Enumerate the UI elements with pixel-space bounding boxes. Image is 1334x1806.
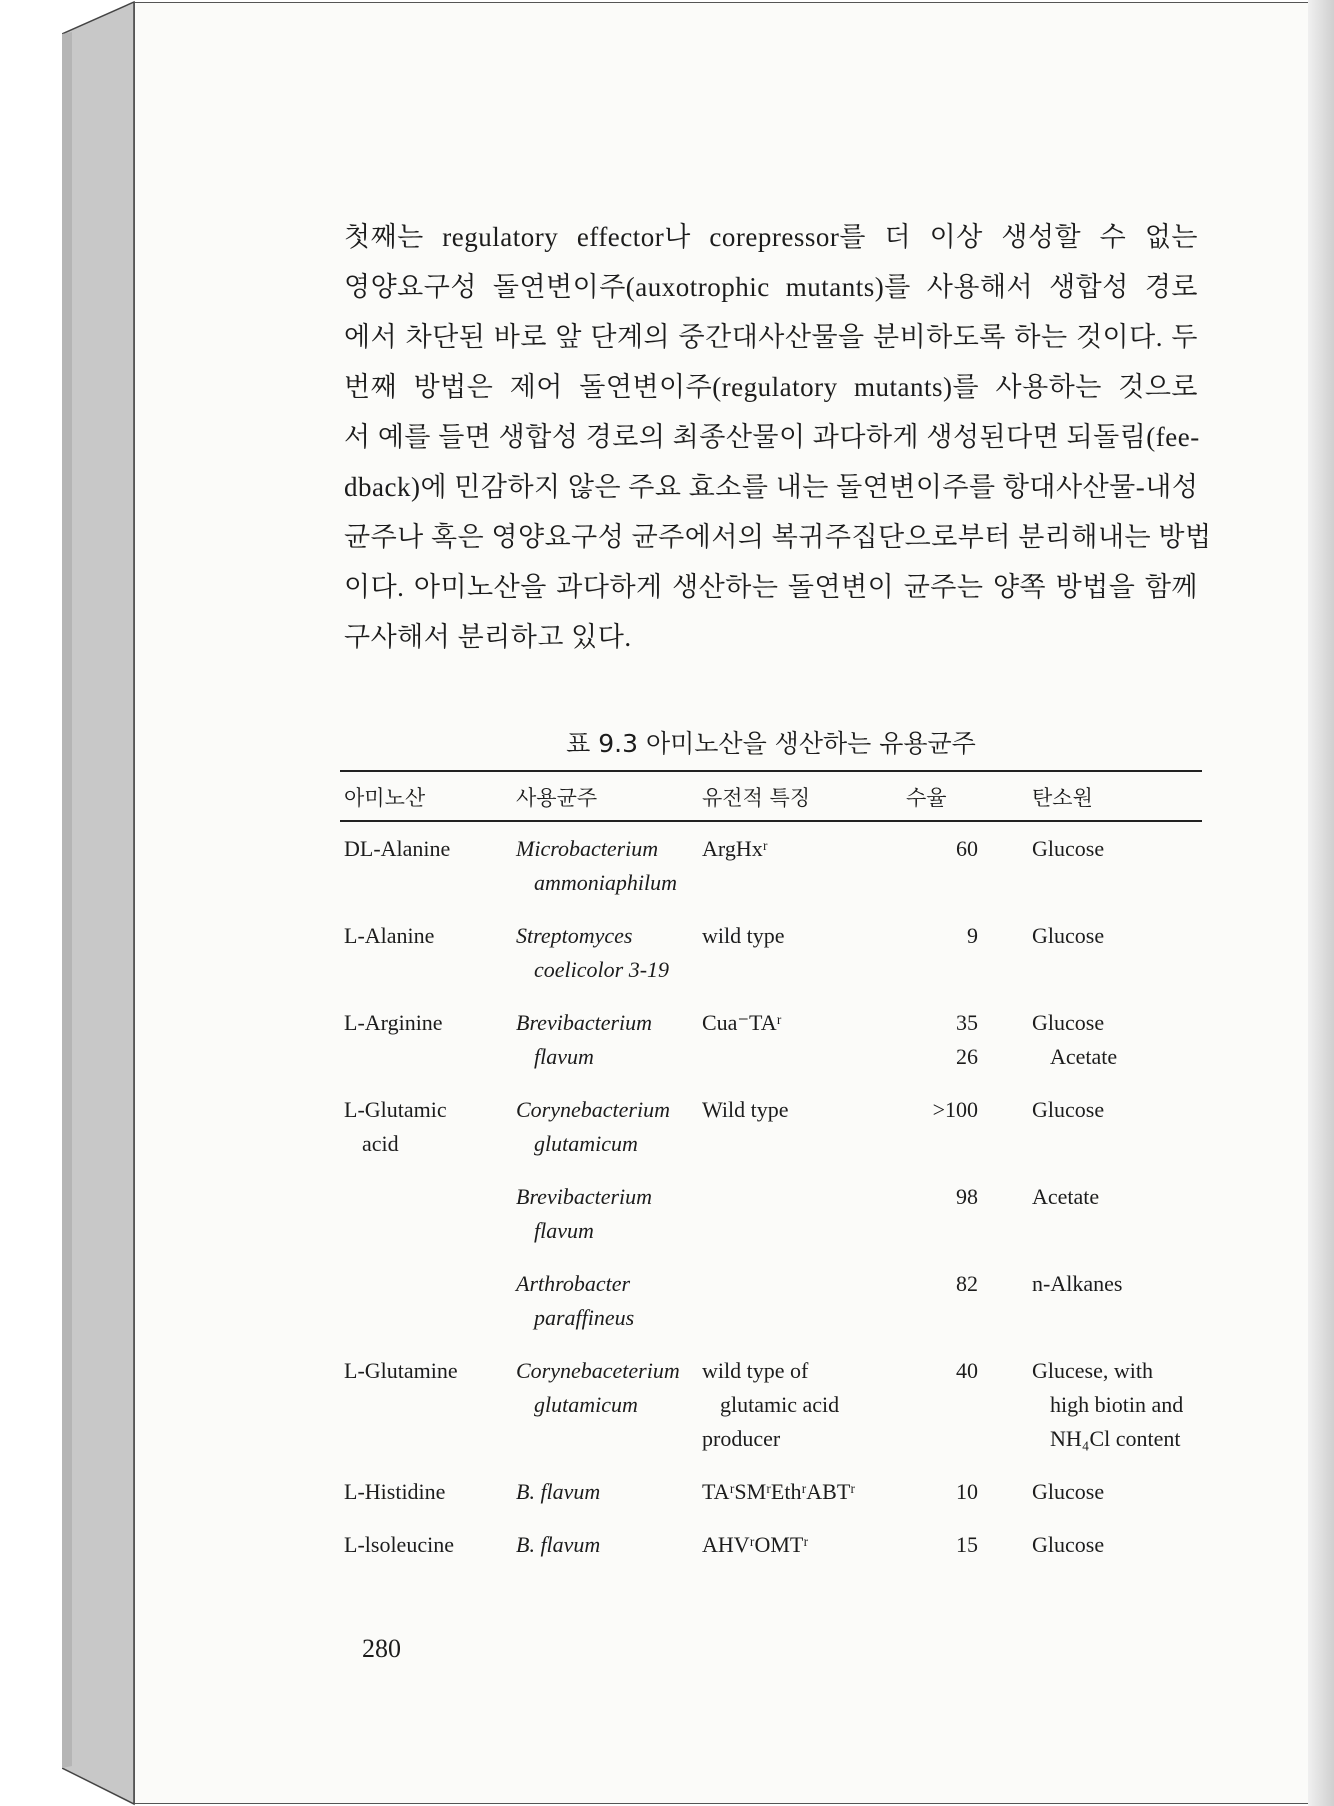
cell-genetic-trait-line: Wild type (702, 1097, 789, 1122)
cell-amino-acid (340, 1083, 512, 1170)
cell-genetic-trait (698, 909, 902, 996)
cell-amino-acid (340, 1465, 512, 1518)
cell-strain-line: coelicolor 3-19 (534, 957, 670, 982)
cell-carbon-source-line: Glucese, with (1032, 1358, 1153, 1383)
cell-strain-line: flavum (534, 1044, 594, 1069)
cell-amino-acid (340, 1170, 512, 1257)
cell-genetic-trait-line: ArgHxʳ (702, 836, 768, 861)
cell-amino-acid (340, 821, 512, 909)
cell-strain (512, 1257, 698, 1344)
cell-carbon-source (1012, 1518, 1202, 1571)
table-row (340, 1257, 1202, 1344)
book-spine (62, 0, 138, 1806)
cell-amino-acid-line: acid (362, 1131, 399, 1156)
cell-amino-acid (340, 909, 512, 996)
cell-carbon-source-line: Glucose (1032, 836, 1105, 861)
cell-yield-line: 26 (956, 1044, 978, 1069)
cell-carbon-source-line: NH₄Cl content (1050, 1426, 1181, 1451)
cell-strain (512, 821, 698, 909)
table-row (340, 1465, 1202, 1518)
cell-genetic-trait-line: glutamic acid (720, 1392, 840, 1417)
cell-carbon-source-line: Glucose (1032, 923, 1105, 948)
header-strain: 사용균주 (512, 771, 698, 821)
cell-yield-line: 60 (956, 836, 978, 861)
cell-genetic-trait (698, 1170, 902, 1257)
paragraph-line: 번째 방법은 제어 돌연변이주(regulatory mutants)를 사용하는 것으로 (344, 372, 1198, 402)
cell-strain-line: Streptomyces (516, 923, 633, 948)
cell-genetic-trait-line: wild type of (702, 1358, 809, 1383)
cell-yield-line: >100 (932, 1097, 978, 1122)
page-edge-shadow (1308, 0, 1334, 1806)
cell-strain (512, 1170, 698, 1257)
cell-carbon-source (1012, 996, 1202, 1083)
table-row (340, 821, 1202, 909)
cell-carbon-source-line: n-Alkanes (1032, 1271, 1123, 1296)
cell-genetic-trait-line: AHVʳOMTʳ (702, 1532, 809, 1557)
cell-genetic-trait (698, 1344, 902, 1465)
cell-yield (902, 1170, 1012, 1257)
cell-carbon-source (1012, 1465, 1202, 1518)
cell-genetic-trait-line: wild type (702, 923, 785, 948)
header-yield: 수율 (902, 771, 1012, 821)
cell-amino-acid (340, 1344, 512, 1465)
cell-strain-line: glutamicum (534, 1392, 638, 1417)
table-caption: 표 9.3 아미노산을 생산하는 유용균주 (566, 729, 976, 758)
paragraph-line: 첫째는 regulatory effector나 corepressor를 더 이상 생성할 수 없는 (344, 222, 1198, 252)
cell-strain-line: B. flavum (516, 1479, 601, 1504)
cell-amino-acid (340, 1518, 512, 1571)
cell-strain (512, 996, 698, 1083)
cell-strain (512, 1344, 698, 1465)
paragraph-line: 영양요구성 돌연변이주(auxotrophic mutants)를 사용해서 생합성 경로 (344, 272, 1198, 302)
cell-genetic-trait (698, 1518, 902, 1571)
cell-strain-line: glutamicum (534, 1131, 638, 1156)
table-row (340, 996, 1202, 1083)
cell-genetic-trait-line: Cua⁻TAʳ (702, 1010, 782, 1035)
cell-carbon-source (1012, 1083, 1202, 1170)
paragraph-line: 구사해서 분리하고 있다. (344, 622, 632, 652)
cell-amino-acid-line: L-lsoleucine (344, 1532, 454, 1557)
cell-yield (902, 909, 1012, 996)
cell-yield-line: 35 (956, 1010, 978, 1035)
table-row (340, 1170, 1202, 1257)
cell-strain (512, 1465, 698, 1518)
cell-genetic-trait (698, 1465, 902, 1518)
cell-genetic-trait (698, 1257, 902, 1344)
cell-yield-line: 10 (956, 1479, 978, 1504)
cell-yield-line: 82 (956, 1271, 978, 1296)
cell-yield (902, 1083, 1012, 1170)
cell-strain-line: B. flavum (516, 1532, 601, 1557)
cell-genetic-trait-line: TAʳSMʳEthʳABTʳ (702, 1479, 856, 1504)
cell-amino-acid-line: L-Glutamic (344, 1097, 447, 1122)
cell-yield (902, 1257, 1012, 1344)
cell-genetic-trait-line: producer (702, 1426, 781, 1451)
cell-amino-acid-line: DL-Alanine (344, 836, 451, 861)
cell-strain (512, 1518, 698, 1571)
page-number: 280 (362, 1634, 401, 1663)
cell-carbon-source (1012, 1344, 1202, 1465)
cell-carbon-source (1012, 909, 1202, 996)
cell-yield (902, 1465, 1012, 1518)
body-paragraph (344, 212, 1212, 662)
cell-carbon-source (1012, 1257, 1202, 1344)
cell-yield-line: 40 (956, 1358, 978, 1383)
cell-strain (512, 1083, 698, 1170)
paragraph-line: 에서 차단된 바로 앞 단계의 중간대사산물을 분비하도록 하는 것이다. 두 (344, 322, 1198, 352)
cell-strain-line: paraffineus (534, 1305, 635, 1330)
cell-yield (902, 1344, 1012, 1465)
cell-strain (512, 909, 698, 996)
cell-carbon-source-line: Glucose (1032, 1097, 1105, 1122)
cell-amino-acid-line: L-Arginine (344, 1010, 443, 1035)
cell-yield (902, 996, 1012, 1083)
cell-carbon-source-line: high biotin and (1050, 1392, 1184, 1417)
cell-carbon-source (1012, 821, 1202, 909)
cell-genetic-trait (698, 996, 902, 1083)
cell-carbon-source-line: Glucose (1032, 1532, 1105, 1557)
cell-amino-acid (340, 1257, 512, 1344)
header-genetic-trait: 유전적 특징 (698, 771, 902, 821)
cell-yield (902, 1518, 1012, 1571)
cell-genetic-trait (698, 1083, 902, 1170)
cell-strain-line: Corynebaceterium (516, 1358, 680, 1383)
table-row (340, 909, 1202, 996)
cell-strain-line: Microbacterium (516, 836, 659, 861)
amino-acid-strain-table (340, 770, 1202, 1571)
cell-genetic-trait (698, 821, 902, 909)
paragraph-line: 서 예를 들면 생합성 경로의 최종산물이 과다하게 생성된다면 되돌림(fee- (344, 422, 1200, 452)
cell-strain-line: Arthrobacter (516, 1271, 631, 1296)
cell-yield-line: 98 (956, 1184, 978, 1209)
cell-strain-line: Brevibacterium (516, 1184, 653, 1209)
cell-yield-line: 15 (956, 1532, 978, 1557)
table-row (340, 1518, 1202, 1571)
cell-strain-line: Brevibacterium (516, 1010, 653, 1035)
table-row (340, 1344, 1202, 1465)
cell-carbon-source-line: Acetate (1050, 1044, 1118, 1069)
cell-carbon-source-line: Glucose (1032, 1010, 1105, 1035)
paragraph-line: 균주나 혹은 영양요구성 균주에서의 복귀주집단으로부터 분리해내는 방법 (344, 522, 1212, 552)
header-carbon-source: 탄소원 (1012, 771, 1202, 821)
cell-yield-line: 9 (967, 923, 978, 948)
cell-amino-acid-line: L-Glutamine (344, 1358, 458, 1383)
cell-carbon-source-line: Glucose (1032, 1479, 1105, 1504)
cell-amino-acid (340, 996, 512, 1083)
cell-amino-acid-line: L-Histidine (344, 1479, 446, 1504)
cell-yield (902, 821, 1012, 909)
cell-amino-acid-line: L-Alanine (344, 923, 435, 948)
paragraph-line: 이다. 아미노산을 과다하게 생산하는 돌연변이 균주는 양쪽 방법을 함께 (344, 572, 1198, 602)
table-row (340, 1083, 1202, 1170)
cell-strain-line: flavum (534, 1218, 594, 1243)
paragraph-line: dback)에 민감하지 않은 주요 효소를 내는 돌연변이주를 항대사산물-내성 (344, 472, 1199, 502)
cell-strain-line: ammoniaphilum (534, 870, 677, 895)
cell-strain-line: Corynebacterium (516, 1097, 670, 1122)
cell-carbon-source-line: Acetate (1032, 1184, 1100, 1209)
header-amino-acid: 아미노산 (340, 771, 512, 821)
table-header-row (340, 771, 1202, 821)
cell-carbon-source (1012, 1170, 1202, 1257)
